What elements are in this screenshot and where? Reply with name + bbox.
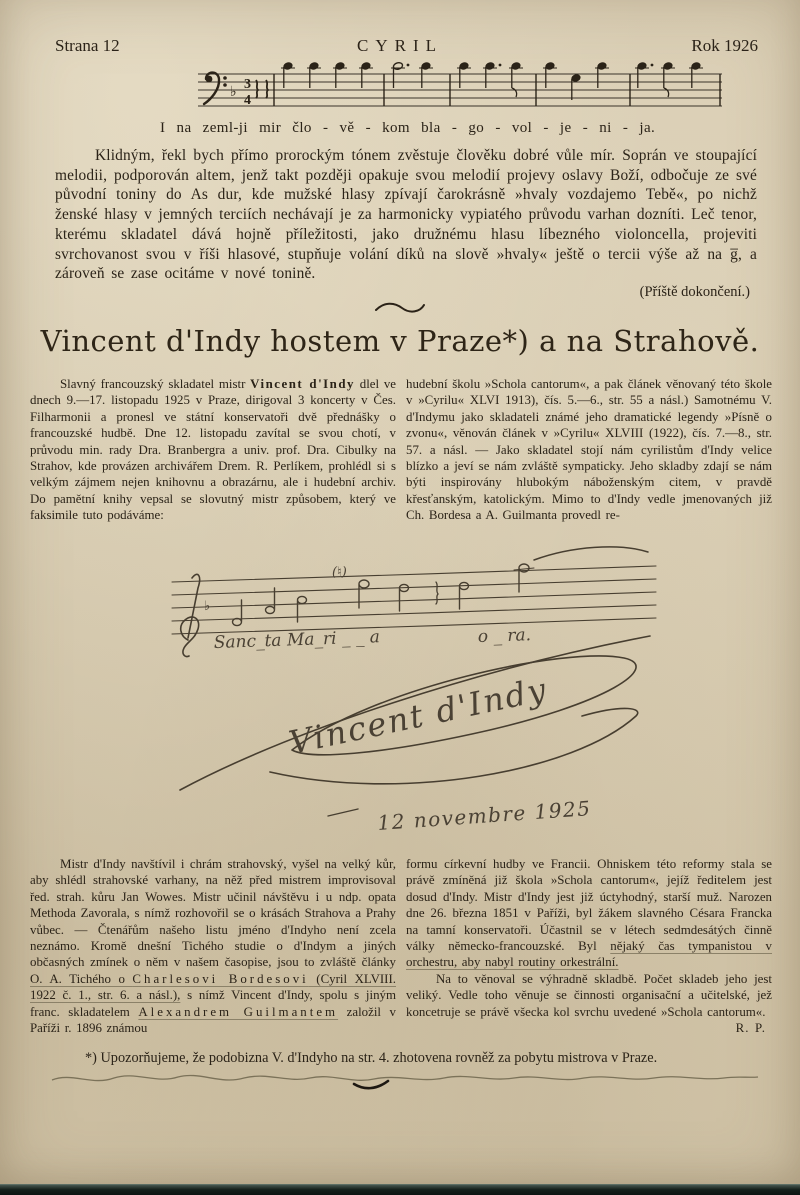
composer-name-bold: Vincent d'Indy <box>250 377 355 391</box>
citation-pre: O. A. Tichého o <box>30 971 133 986</box>
handwritten-staff <box>172 566 656 634</box>
date-dash <box>328 809 358 816</box>
right-bottom-lead: formu církevní hudby ve Francii. Ohniskem této reformy stala se právě zmíněná již škola »Schola cantorum«, jejíž ředitelem jest dosud d'Indy. Mistr d'Indy jest již úctyhodný, starší muž. Narozen dne 26. března 1851 v Paříži, byl žákem slavného Césara Francka na tamní konservatoři. Účastnil se v létech sedmdesátých činně války německo-francouzské. Byl <box>406 857 772 953</box>
quarter-rest-icon <box>256 80 258 98</box>
right-bottom-closing: Na to věnoval se výhradně skladbě. Počet skladeb jeho jest veliký. Vedle toho věnuje se činnosti organisační a učitelské, jež koncetruje se právě všecka kol svrchu uvedené »Schola cantorum«. <box>406 971 772 1019</box>
time-signature-top: 3 <box>244 77 251 92</box>
printed-music-staff <box>192 58 728 124</box>
footnote: *) Upozorňujeme, že podobizna V. d'Indyho na str. 4. zhotovena rovněž za pobytu mistrova v Praze. <box>85 1050 658 1066</box>
handwritten-natural-sign: (♮) <box>332 565 347 580</box>
left-bottom-lead: Mistr d'Indy navštívil i chrám strahovský, vyšel na velký kůr, aby shlédl strahovské varhany, na něž před mistrem improvisoval řed. strah. kůru Jan Wowes. Mistr učinil návštěvu i u ndp. opata Methoda Zavorala, s nímž rozhovořil se o krásách Strahova a Prahy vůbec. — Čtenářům našeho listu jméno d'Indyho není zcela neznámo. Kromě dnešní Tichého studie o d'Indym a jiných občasných zmínek o něm v našem časopise, jsou to zvláště články <box>30 857 396 970</box>
author-initials: R. P. <box>735 1020 766 1035</box>
intro-text: Klidným, řekl bych přímo prorockým tónem zvěstuje člověku dobré vůle mír. Soprán ve stoupající melodii, podporován altem, jenž takt později opakuje svou melodií projevy oslavy Boží, odbočuje ze své původní toniny do As dur, kde mužské hlasy zpívají čarokrásně »hvaly vozdajemo Tebě«, po nichž ženské hlasy v jemných terciích nechávají je za harmonicky vypiatého průvodu varhan dozníti. Leč tenor, kterému skladatel dává hojně příležitosti, jako družnému hlasu líbezného violoncella, projeviti svrchovanost svou v říši hlasové, stupňuje volání díků na slově »hvaly« ještě o tercii výše až na g̅, a zároveň se zase ocitáme v nové tonině. <box>55 147 757 283</box>
underlined-phrase: nějaký čas tympanistou v orchestru, aby nabyl routiny orkestrální. <box>406 938 772 970</box>
article-title: Vincent d'Indy hostem v Praze*) a na Strahově. <box>40 324 760 358</box>
facsimile-lyric-left: Sanc_ta Ma_ri _ _ a <box>213 627 381 653</box>
year-label: Rok 1926 <box>691 36 758 55</box>
left-bottom-paragraph <box>30 856 396 1036</box>
treble-clef-icon <box>181 574 200 656</box>
right-top-paragraph: hudební školu »Schola cantorum«, a pak článek věnovaný této škole v »Cyrilu« XLVI 1913), čís. 5.—6., str. 55 a násl.) Samotnému V. d'Indymu jako skladateli známé jeho dramatické legendy »Písně o zvonu«, věnován článek v »Cyrilu« XLVIII (1922), čís. 7.—8., str. 57. a násl. — Jako skladatel stojí nám cyrilistům d'Indy velice blízko a jeví se nám zvláště sympaticky. Jeho skladby zdají se nám býti inspirovány hlubokým náboženským citem, v pravdě křesťanským, katolickým. Mimo to d'Indy vedle jmenovaných již Ch. Bordesa a A. Guilmanta provedl re- <box>406 377 772 523</box>
printed-notes <box>281 62 703 100</box>
footnote-wavy-underline <box>48 1068 762 1094</box>
article-columns-bottom <box>30 856 772 1052</box>
left-bottom-mid: s nímž Vincent d'Indy, spolu s jiným franc. skladatelem <box>30 988 396 1019</box>
handwritten-flat-sign: ♭ <box>204 599 211 614</box>
quarter-rest-icon <box>266 80 268 98</box>
page-number: Strana 12 <box>55 36 120 55</box>
section-divider-flourish <box>372 300 428 316</box>
right-bottom-paragraph-1 <box>406 856 772 971</box>
bordes-name-spaced: Charlesovi Bordesovi <box>132 971 309 986</box>
facsimile-lyric-right: o _ ra. <box>477 625 532 647</box>
continuation-note: (Příště dokončení.) <box>639 284 750 300</box>
journal-title: CYRIL <box>357 36 443 55</box>
facsimile-date: 12 novembre 1925 <box>376 796 593 835</box>
guilmant-name-spaced: Alexandrem Guilmantem <box>138 1004 339 1019</box>
facsimile-signature: Vincent d'Indy <box>285 669 551 762</box>
music-lyrics: I na zeml-ji mir člo - vě - kom bla - go - vol - je - ni - ja. <box>160 120 656 136</box>
left-top-rest: dlel ve dnech 9.—17. listopadu 1925 v Praze, dirigoval 3 koncerty v Čes. Filharmonii a pronesl ve státní konservatoři dvě přednášky o francouzské hudbě. Dne 12. listopadu zavítal se svou chotí, v průvodu min. rady Dra. Branbergra a univ. prof. Dra. Cibulky na Strahov, kde provázen archivářem Drem. R. Perlíkem, prohlédl si s velkým zájmem nejen knihovnu a obrazárnu, ale i hudební archiv. Do pamětní knihy vepsal se slovutný mistr způsobem, který ve faksimile tuto podáváme: <box>30 377 397 523</box>
footnote-flourish <box>354 1081 388 1088</box>
column-left-bottom <box>30 856 396 1052</box>
column-left-top-paragraph <box>30 376 396 524</box>
left-bottom-tail: založil v Paříži r. 1896 známou <box>30 1004 397 1035</box>
column-right-bottom <box>406 856 772 1052</box>
citation-post: (Cyril XLVIII. 1922 č. 1., str. 6. a násl.), <box>30 971 396 1003</box>
flat-sign: ♭ <box>230 85 237 100</box>
bass-clef-icon <box>204 73 227 104</box>
page-header <box>0 36 800 58</box>
intro-paragraph <box>55 146 757 284</box>
right-bottom-paragraph-2 <box>406 971 772 1035</box>
scan-edge-bottom <box>0 1184 800 1195</box>
facsimile-figure <box>142 518 690 860</box>
time-signature-bottom: 4 <box>244 93 251 108</box>
left-top-lead: Slavný francouzský skladatel mistr <box>60 377 251 391</box>
